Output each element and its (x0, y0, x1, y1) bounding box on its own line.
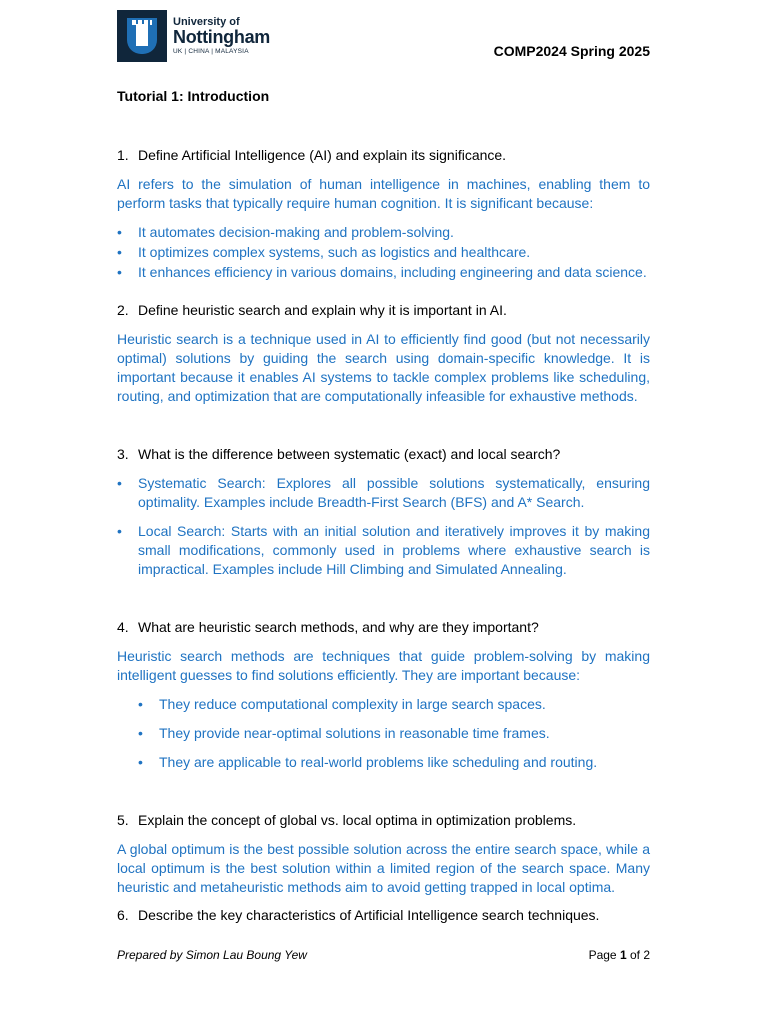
question-2 (117, 301, 650, 320)
list-item: • They are applicable to real-world problems like scheduling and routing. (138, 754, 598, 770)
question-4 (117, 618, 650, 637)
list-item: • It automates decision-making and problem-solving. (117, 224, 454, 240)
list-item: • It enhances efficiency in various domains, including engineering and data science. (117, 264, 647, 280)
logo-text (173, 17, 270, 56)
bullet-icon: • (117, 523, 122, 539)
bullet-icon: • (138, 696, 143, 712)
answer-4-list (117, 695, 650, 772)
question-number: 5. (117, 812, 129, 828)
bullet-icon: • (117, 475, 122, 491)
list-item: • They provide near-optimal solutions in reasonable time frames. (138, 725, 550, 741)
question-6 (117, 906, 650, 925)
crest-icon (117, 10, 167, 62)
logo-line1: University of (173, 15, 240, 28)
question-number: 1. (117, 147, 129, 163)
answer-2: Heuristic search is a technique used in AI to efficiently find good (but not necessarily optimal) solutions by guiding the search using domain-specific knowledge. It is important because it enables AI systems to tackle complex problems like scheduling, routing, and optimization that are computationally infeasible for exhaustive methods. (117, 331, 650, 404)
bullet-icon: • (138, 754, 143, 770)
answer-1: AI refers to the simulation of human intelligence in machines, enabling them to perform tasks that typically require human cognition. It is significant because: (117, 176, 650, 211)
question-number: 4. (117, 619, 129, 635)
logo-line3: UK | CHINA | MALAYSIA (173, 47, 249, 55)
bullet-icon: • (117, 264, 122, 280)
answer-1-list (117, 223, 650, 282)
page-title: Tutorial 1: Introduction (117, 88, 270, 104)
bullet-icon: • (117, 224, 122, 240)
bullet-icon: • (138, 725, 143, 741)
footer-author: Prepared by Simon Lau Boung Yew (117, 948, 307, 962)
logo-line2: Nottingham (173, 26, 270, 47)
answer-4: Heuristic search methods are techniques that guide problem-solving by making intelligent guesses to find solutions efficiently. They are important because: (117, 648, 650, 683)
course-code: COMP2024 Spring 2025 (493, 43, 650, 59)
university-logo (117, 10, 270, 62)
question-text: Explain the concept of global vs. local optima in optimization problems. (138, 812, 577, 828)
question-text: What are heuristic search methods, and why are they important? (138, 619, 539, 635)
question-text: Define heuristic search and explain why it is important in AI. (138, 302, 507, 318)
page-number: Page 1 of 2 (588, 948, 650, 962)
document-body (117, 146, 650, 925)
answer-5: A global optimum is the best possible solution across the entire search space, while a local optimum is the best solution within a limited region of the search space. Many heuristic and metaheuristic methods aim to avoid getting trapped in local optima. (117, 841, 650, 895)
question-text: Describe the key characteristics of Artificial Intelligence search techniques. (138, 907, 600, 923)
bullet-icon: • (117, 244, 122, 260)
list-item: • Systematic Search: Explores all possible solutions systematically, ensuring optimality. Examples include Breadth-First Search (BFS) and A* Search. (117, 475, 650, 510)
question-number: 2. (117, 302, 129, 318)
question-number: 6. (117, 907, 129, 923)
question-1 (117, 146, 650, 165)
list-item: • It optimizes complex systems, such as logistics and healthcare. (117, 244, 531, 260)
question-text: Define Artificial Intelligence (AI) and explain its significance. (138, 147, 507, 163)
question-text: What is the difference between systematic (exact) and local search? (138, 446, 561, 462)
list-item: • Local Search: Starts with an initial solution and iteratively improves it by making small modifications, commonly used in problems where exhaustive search is impractical. Examples include Hill Climbing and Simulated Annealing. (117, 523, 650, 577)
question-5 (117, 811, 650, 830)
list-item: • They reduce computational complexity in large search spaces. (138, 696, 546, 712)
answer-3-list (117, 474, 650, 579)
question-3 (117, 445, 650, 464)
question-number: 3. (117, 446, 129, 462)
